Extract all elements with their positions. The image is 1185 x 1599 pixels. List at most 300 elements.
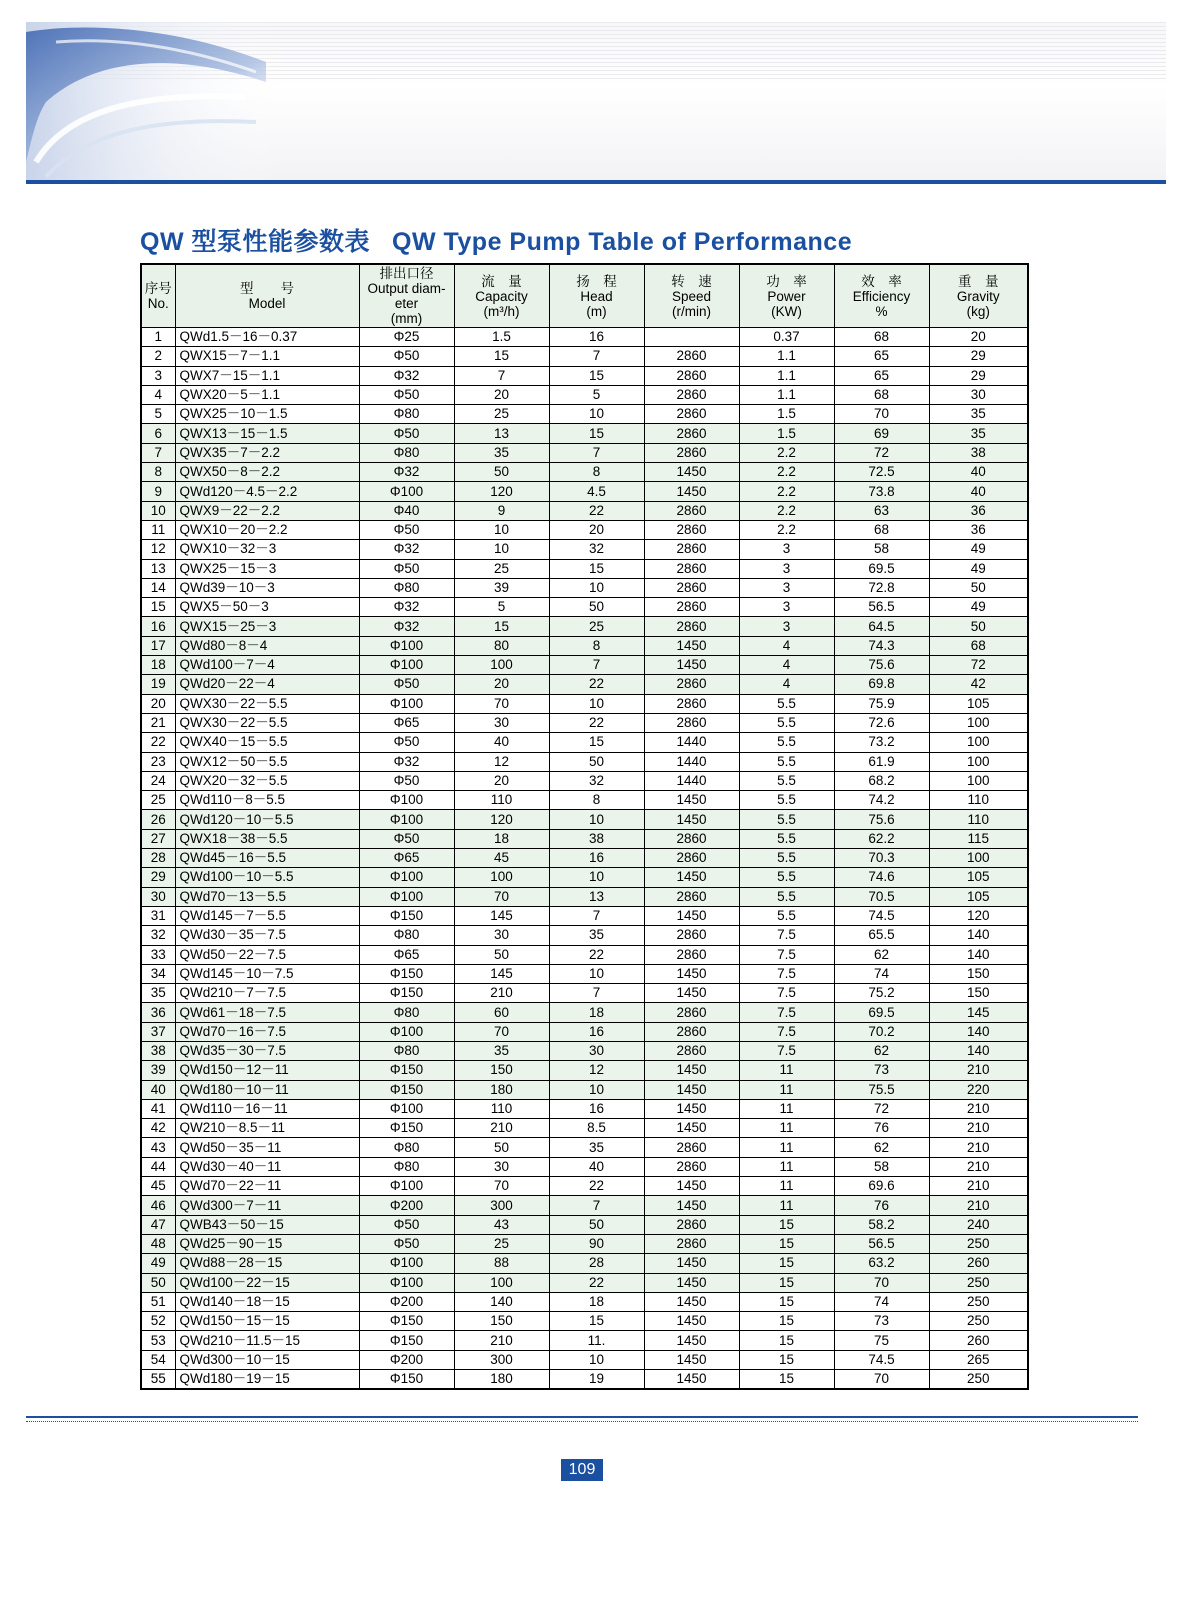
- cell-speed: 1450: [644, 482, 739, 501]
- cell-efficiency: 69.5: [834, 1003, 929, 1022]
- cell-speed: 1450: [644, 1273, 739, 1292]
- cell-power: 11: [739, 1061, 834, 1080]
- cell-head: 50: [549, 598, 644, 617]
- cell-efficiency: 70.2: [834, 1022, 929, 1041]
- cell-capacity: 1.5: [454, 328, 549, 347]
- cell-no: 13: [141, 559, 175, 578]
- cell-power: 5.5: [739, 733, 834, 752]
- cell-no: 52: [141, 1312, 175, 1331]
- cell-no: 29: [141, 868, 175, 887]
- cell-output-diameter: Φ50: [359, 559, 454, 578]
- cell-capacity: 300: [454, 1350, 549, 1369]
- cell-no: 51: [141, 1292, 175, 1311]
- cell-capacity: 300: [454, 1196, 549, 1215]
- table-row: [141, 636, 1028, 655]
- cell-model: QWd300－10－15: [175, 1350, 359, 1369]
- cell-gravity: 210: [929, 1099, 1028, 1118]
- cell-no: 35: [141, 984, 175, 1003]
- cell-gravity: 250: [929, 1312, 1028, 1331]
- cell-capacity: 120: [454, 482, 549, 501]
- cell-head: 35: [549, 926, 644, 945]
- cell-model: QWd88－28－15: [175, 1254, 359, 1273]
- cell-no: 41: [141, 1099, 175, 1118]
- cell-no: 15: [141, 598, 175, 617]
- cell-model: QWd35－30－7.5: [175, 1041, 359, 1060]
- cell-output-diameter: Φ100: [359, 887, 454, 906]
- cell-no: 20: [141, 694, 175, 713]
- cell-power: 0.37: [739, 328, 834, 347]
- cell-power: 7.5: [739, 945, 834, 964]
- cell-head: 22: [549, 945, 644, 964]
- cell-gravity: 49: [929, 540, 1028, 559]
- cell-capacity: 43: [454, 1215, 549, 1234]
- cell-no: 28: [141, 849, 175, 868]
- cell-head: 90: [549, 1234, 644, 1253]
- cell-power: 3: [739, 559, 834, 578]
- cell-efficiency: 69.6: [834, 1177, 929, 1196]
- cell-gravity: 20: [929, 328, 1028, 347]
- cell-speed: 2860: [644, 347, 739, 366]
- cell-efficiency: 74.5: [834, 906, 929, 925]
- cell-capacity: 70: [454, 1022, 549, 1041]
- cell-model: QWX18－38－5.5: [175, 829, 359, 848]
- cell-head: 10: [549, 1080, 644, 1099]
- cell-power: 7.5: [739, 926, 834, 945]
- table-row: [141, 964, 1028, 983]
- cell-head: 28: [549, 1254, 644, 1273]
- cell-power: 7.5: [739, 1003, 834, 1022]
- cell-gravity: 220: [929, 1080, 1028, 1099]
- table-row: [141, 1099, 1028, 1118]
- cell-output-diameter: Φ50: [359, 733, 454, 752]
- cell-efficiency: 75.6: [834, 656, 929, 675]
- cell-head: 22: [549, 675, 644, 694]
- cell-output-diameter: Φ100: [359, 1022, 454, 1041]
- cell-efficiency: 68: [834, 328, 929, 347]
- cell-head: 35: [549, 1138, 644, 1157]
- table-body: [141, 328, 1028, 1389]
- header-head: 扬 程 Head (m): [549, 264, 644, 328]
- cell-efficiency: 72: [834, 443, 929, 462]
- cell-efficiency: 69.5: [834, 559, 929, 578]
- table-row: [141, 733, 1028, 752]
- cell-model: QWX10－20－2.2: [175, 520, 359, 539]
- cell-output-diameter: Φ150: [359, 906, 454, 925]
- cell-no: 53: [141, 1331, 175, 1350]
- cell-gravity: 260: [929, 1331, 1028, 1350]
- cell-speed: 1450: [644, 868, 739, 887]
- cell-model: QWd61－18－7.5: [175, 1003, 359, 1022]
- cell-no: 9: [141, 482, 175, 501]
- cell-gravity: 260: [929, 1254, 1028, 1273]
- cell-gravity: 210: [929, 1157, 1028, 1176]
- cell-power: 5.5: [739, 713, 834, 732]
- cell-power: 1.1: [739, 366, 834, 385]
- cell-capacity: 20: [454, 675, 549, 694]
- cell-output-diameter: Φ80: [359, 1157, 454, 1176]
- cell-model: QWX50－8－2.2: [175, 463, 359, 482]
- cell-head: 16: [549, 849, 644, 868]
- title-cn: QW 型泵性能参数表: [140, 228, 370, 256]
- table-row: [141, 1292, 1028, 1311]
- cell-efficiency: 74.5: [834, 1350, 929, 1369]
- cell-efficiency: 75: [834, 1331, 929, 1350]
- cell-model: QWd145－10－7.5: [175, 964, 359, 983]
- cell-model: QW210－8.5－11: [175, 1119, 359, 1138]
- cell-efficiency: 73: [834, 1061, 929, 1080]
- cell-gravity: 250: [929, 1234, 1028, 1253]
- cell-head: 16: [549, 1022, 644, 1041]
- cell-model: QWX25－10－1.5: [175, 405, 359, 424]
- cell-no: 47: [141, 1215, 175, 1234]
- cell-output-diameter: Φ80: [359, 926, 454, 945]
- cell-speed: 1450: [644, 964, 739, 983]
- cell-gravity: 210: [929, 1119, 1028, 1138]
- cell-capacity: 10: [454, 540, 549, 559]
- cell-gravity: 29: [929, 366, 1028, 385]
- cell-head: 7: [549, 984, 644, 1003]
- cell-power: 15: [739, 1234, 834, 1253]
- cell-efficiency: 74.6: [834, 868, 929, 887]
- cell-efficiency: 73.8: [834, 482, 929, 501]
- cell-gravity: 68: [929, 636, 1028, 655]
- cell-no: 37: [141, 1022, 175, 1041]
- cell-gravity: 105: [929, 887, 1028, 906]
- table-row: [141, 945, 1028, 964]
- cell-model: QWd39－10－3: [175, 578, 359, 597]
- table-row: [141, 501, 1028, 520]
- cell-power: 15: [739, 1273, 834, 1292]
- header-speed: 转 速 Speed (r/min): [644, 264, 739, 328]
- cell-output-diameter: Φ40: [359, 501, 454, 520]
- cell-head: 15: [549, 733, 644, 752]
- cell-head: 18: [549, 1003, 644, 1022]
- cell-speed: 1450: [644, 1331, 739, 1350]
- cell-output-diameter: Φ65: [359, 945, 454, 964]
- cell-efficiency: 75.9: [834, 694, 929, 713]
- cell-no: 2: [141, 347, 175, 366]
- cell-model: QWd80－8－4: [175, 636, 359, 655]
- cell-speed: [644, 328, 739, 347]
- header-efficiency: 效 率 Efficiency %: [834, 264, 929, 328]
- cell-output-diameter: Φ200: [359, 1350, 454, 1369]
- cell-head: 38: [549, 829, 644, 848]
- cell-model: QWd180－10－11: [175, 1080, 359, 1099]
- cell-output-diameter: Φ150: [359, 1331, 454, 1350]
- cell-power: 5.5: [739, 829, 834, 848]
- cell-power: 11: [739, 1177, 834, 1196]
- cell-output-diameter: Φ80: [359, 1041, 454, 1060]
- cell-output-diameter: Φ100: [359, 694, 454, 713]
- table-row: [141, 385, 1028, 404]
- cell-speed: 1450: [644, 1370, 739, 1389]
- cell-gravity: 49: [929, 598, 1028, 617]
- table-row: [141, 598, 1028, 617]
- cell-gravity: 115: [929, 829, 1028, 848]
- cell-speed: 1450: [644, 1350, 739, 1369]
- cell-capacity: 150: [454, 1312, 549, 1331]
- cell-head: 10: [549, 694, 644, 713]
- cell-model: QWX30－22－5.5: [175, 713, 359, 732]
- cell-power: 1.5: [739, 405, 834, 424]
- table-row: [141, 520, 1028, 539]
- cell-gravity: 105: [929, 868, 1028, 887]
- cell-gravity: 35: [929, 424, 1028, 443]
- cell-output-diameter: Φ80: [359, 1003, 454, 1022]
- cell-model: QWX20－32－5.5: [175, 771, 359, 790]
- cell-power: 15: [739, 1331, 834, 1350]
- cell-speed: 1450: [644, 1254, 739, 1273]
- table-row: [141, 1370, 1028, 1389]
- cell-no: 17: [141, 636, 175, 655]
- cell-capacity: 9: [454, 501, 549, 520]
- cell-efficiency: 70: [834, 1273, 929, 1292]
- cell-power: 11: [739, 1080, 834, 1099]
- cell-output-diameter: Φ50: [359, 520, 454, 539]
- cell-capacity: 5: [454, 598, 549, 617]
- table-row: [141, 771, 1028, 790]
- cell-no: 22: [141, 733, 175, 752]
- cell-head: 15: [549, 366, 644, 385]
- cell-efficiency: 69.8: [834, 675, 929, 694]
- cell-capacity: 20: [454, 771, 549, 790]
- cell-no: 33: [141, 945, 175, 964]
- cell-model: QWd20－22－4: [175, 675, 359, 694]
- cell-no: 23: [141, 752, 175, 771]
- cell-model: QWd50－22－7.5: [175, 945, 359, 964]
- cell-efficiency: 65: [834, 347, 929, 366]
- table-row: [141, 694, 1028, 713]
- cell-head: 7: [549, 656, 644, 675]
- cell-capacity: 210: [454, 1331, 549, 1350]
- cell-output-diameter: Φ50: [359, 1234, 454, 1253]
- cell-capacity: 80: [454, 636, 549, 655]
- cell-no: 44: [141, 1157, 175, 1176]
- cell-head: 22: [549, 713, 644, 732]
- cell-efficiency: 74.3: [834, 636, 929, 655]
- cell-no: 49: [141, 1254, 175, 1273]
- cell-output-diameter: Φ150: [359, 1080, 454, 1099]
- cell-model: QWd180－19－15: [175, 1370, 359, 1389]
- cell-capacity: 7: [454, 366, 549, 385]
- cell-output-diameter: Φ32: [359, 617, 454, 636]
- cell-speed: 1450: [644, 1119, 739, 1138]
- cell-speed: 2860: [644, 424, 739, 443]
- cell-gravity: 36: [929, 501, 1028, 520]
- cell-head: 40: [549, 1157, 644, 1176]
- cell-head: 25: [549, 617, 644, 636]
- cell-efficiency: 72.8: [834, 578, 929, 597]
- cell-capacity: 110: [454, 791, 549, 810]
- cell-power: 5.5: [739, 887, 834, 906]
- cell-power: 2.2: [739, 501, 834, 520]
- cell-no: 34: [141, 964, 175, 983]
- cell-head: 8.5: [549, 1119, 644, 1138]
- cell-head: 8: [549, 463, 644, 482]
- cell-capacity: 100: [454, 656, 549, 675]
- cell-model: QWd70－16－7.5: [175, 1022, 359, 1041]
- cell-efficiency: 76: [834, 1119, 929, 1138]
- cell-efficiency: 76: [834, 1196, 929, 1215]
- cell-model: QWd300－7－11: [175, 1196, 359, 1215]
- cell-speed: 2860: [644, 405, 739, 424]
- cell-efficiency: 73.2: [834, 733, 929, 752]
- cell-model: QWX13－15－1.5: [175, 424, 359, 443]
- table-row: [141, 1080, 1028, 1099]
- cell-no: 48: [141, 1234, 175, 1253]
- cell-head: 4.5: [549, 482, 644, 501]
- cell-efficiency: 74: [834, 964, 929, 983]
- cell-no: 6: [141, 424, 175, 443]
- cell-power: 2.2: [739, 463, 834, 482]
- cell-output-diameter: Φ100: [359, 810, 454, 829]
- cell-efficiency: 64.5: [834, 617, 929, 636]
- cell-capacity: 145: [454, 906, 549, 925]
- cell-no: 5: [141, 405, 175, 424]
- cell-head: 7: [549, 1196, 644, 1215]
- cell-no: 32: [141, 926, 175, 945]
- footer-dotted-rule: [26, 1421, 1138, 1422]
- cell-model: QWd70－22－11: [175, 1177, 359, 1196]
- cell-capacity: 180: [454, 1370, 549, 1389]
- cell-model: QWX40－15－5.5: [175, 733, 359, 752]
- cell-speed: 2860: [644, 520, 739, 539]
- cell-no: 8: [141, 463, 175, 482]
- cell-output-diameter: Φ100: [359, 1254, 454, 1273]
- cell-capacity: 88: [454, 1254, 549, 1273]
- cell-power: 15: [739, 1215, 834, 1234]
- cell-efficiency: 70.3: [834, 849, 929, 868]
- cell-capacity: 110: [454, 1099, 549, 1118]
- cell-speed: 2860: [644, 945, 739, 964]
- table-row: [141, 443, 1028, 462]
- table-row: [141, 713, 1028, 732]
- cell-capacity: 180: [454, 1080, 549, 1099]
- cell-power: 5.5: [739, 694, 834, 713]
- table-row: [141, 1157, 1028, 1176]
- cell-capacity: 13: [454, 424, 549, 443]
- cell-head: 22: [549, 1273, 644, 1292]
- header-banner: [26, 22, 1166, 184]
- cell-efficiency: 56.5: [834, 598, 929, 617]
- cell-head: 11.: [549, 1331, 644, 1350]
- cell-speed: 1440: [644, 752, 739, 771]
- cell-head: 7: [549, 906, 644, 925]
- cell-output-diameter: Φ32: [359, 463, 454, 482]
- cell-gravity: 250: [929, 1273, 1028, 1292]
- cell-capacity: 70: [454, 694, 549, 713]
- cell-speed: 1450: [644, 1292, 739, 1311]
- cell-efficiency: 72.6: [834, 713, 929, 732]
- cell-capacity: 12: [454, 752, 549, 771]
- cell-efficiency: 58: [834, 1157, 929, 1176]
- cell-no: 46: [141, 1196, 175, 1215]
- table-row: [141, 752, 1028, 771]
- cell-gravity: 265: [929, 1350, 1028, 1369]
- cell-gravity: 110: [929, 791, 1028, 810]
- cell-output-diameter: Φ80: [359, 1138, 454, 1157]
- cell-gravity: 42: [929, 675, 1028, 694]
- cell-efficiency: 62: [834, 1138, 929, 1157]
- cell-speed: 2860: [644, 694, 739, 713]
- cell-gravity: 210: [929, 1138, 1028, 1157]
- table-row: [141, 984, 1028, 1003]
- cell-no: 3: [141, 366, 175, 385]
- cell-gravity: 40: [929, 463, 1028, 482]
- table-row: [141, 868, 1028, 887]
- cell-power: 2.2: [739, 482, 834, 501]
- cell-power: 7.5: [739, 1041, 834, 1060]
- cell-speed: 2860: [644, 849, 739, 868]
- cell-power: 11: [739, 1157, 834, 1176]
- cell-model: QWd210－7－7.5: [175, 984, 359, 1003]
- cell-efficiency: 68.2: [834, 771, 929, 790]
- cell-speed: 2860: [644, 443, 739, 462]
- table-row: [141, 1273, 1028, 1292]
- cell-no: 16: [141, 617, 175, 636]
- cell-gravity: 110: [929, 810, 1028, 829]
- cell-gravity: 140: [929, 1041, 1028, 1060]
- cell-no: 11: [141, 520, 175, 539]
- cell-gravity: 120: [929, 906, 1028, 925]
- cell-head: 7: [549, 443, 644, 462]
- cell-head: 5: [549, 385, 644, 404]
- cell-capacity: 100: [454, 1273, 549, 1292]
- cell-no: 40: [141, 1080, 175, 1099]
- cell-power: 1.5: [739, 424, 834, 443]
- cell-speed: 1450: [644, 1312, 739, 1331]
- cell-capacity: 35: [454, 1041, 549, 1060]
- cell-head: 13: [549, 887, 644, 906]
- cell-output-diameter: Φ100: [359, 482, 454, 501]
- cell-capacity: 39: [454, 578, 549, 597]
- cell-model: QWX25－15－3: [175, 559, 359, 578]
- table-row: [141, 1215, 1028, 1234]
- cell-no: 14: [141, 578, 175, 597]
- cell-no: 38: [141, 1041, 175, 1060]
- cell-efficiency: 75.6: [834, 810, 929, 829]
- cell-speed: 2860: [644, 1234, 739, 1253]
- table-row: [141, 1331, 1028, 1350]
- cell-capacity: 25: [454, 1234, 549, 1253]
- cell-power: 3: [739, 578, 834, 597]
- cell-power: 5.5: [739, 752, 834, 771]
- cell-gravity: 210: [929, 1061, 1028, 1080]
- cell-head: 10: [549, 1350, 644, 1369]
- table-row: [141, 1254, 1028, 1273]
- header-no: 序号 No.: [141, 264, 175, 328]
- cell-speed: 2860: [644, 366, 739, 385]
- cell-power: 5.5: [739, 771, 834, 790]
- table-row: [141, 1177, 1028, 1196]
- header-capacity: 流 量 Capacity (m³/h): [454, 264, 549, 328]
- cell-output-diameter: Φ65: [359, 713, 454, 732]
- cell-capacity: 50: [454, 945, 549, 964]
- cell-model: QWd145－7－5.5: [175, 906, 359, 925]
- cell-head: 10: [549, 810, 644, 829]
- cell-efficiency: 74: [834, 1292, 929, 1311]
- cell-model: QWB43－50－15: [175, 1215, 359, 1234]
- cell-power: 7.5: [739, 984, 834, 1003]
- cell-efficiency: 56.5: [834, 1234, 929, 1253]
- cell-model: QWX35－7－2.2: [175, 443, 359, 462]
- cell-no: 50: [141, 1273, 175, 1292]
- cell-capacity: 18: [454, 829, 549, 848]
- cell-model: QWX5－50－3: [175, 598, 359, 617]
- table-row: [141, 1234, 1028, 1253]
- table-row: [141, 1022, 1028, 1041]
- cell-speed: 2860: [644, 1041, 739, 1060]
